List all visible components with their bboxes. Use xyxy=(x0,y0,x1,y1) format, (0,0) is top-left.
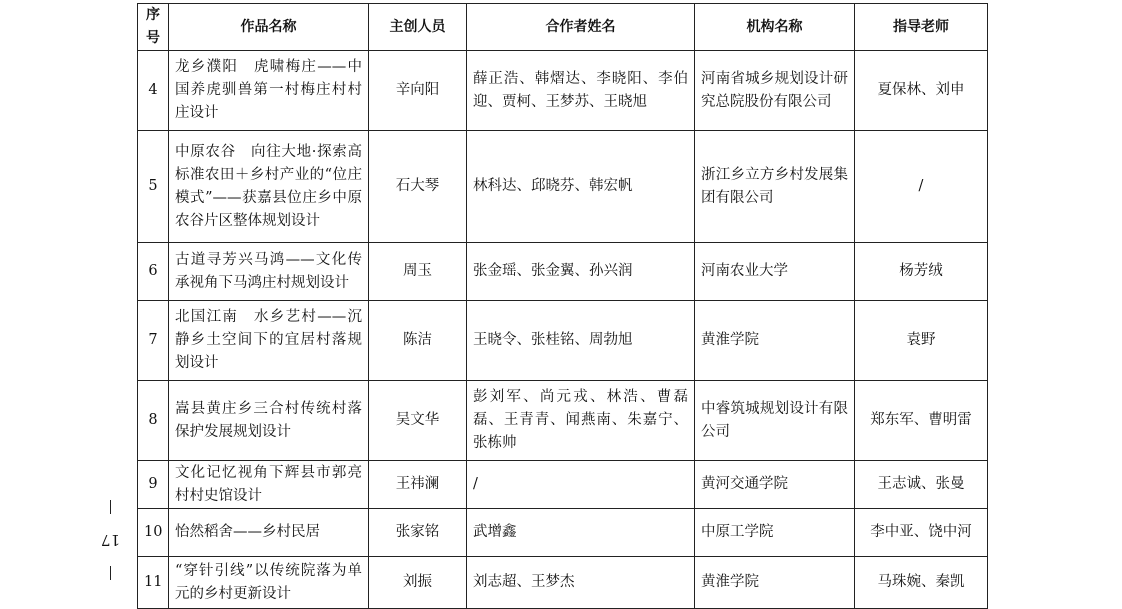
cell-mentor: 王志诚、张曼 xyxy=(855,461,988,509)
cell-organization: 黄河交通学院 xyxy=(695,461,855,509)
table-row xyxy=(138,51,988,131)
cell-title: 北国江南 水乡艺村——沉静乡土空间下的宜居村落规划设计 xyxy=(169,301,369,381)
header-index: 序号 xyxy=(138,4,169,51)
table-row xyxy=(138,131,988,243)
cell-index: 9 xyxy=(138,461,169,509)
cell-collaborators: 彭刘军、尚元戎、林浩、曹磊磊、王青青、闻燕南、朱嘉宁、张栋帅 xyxy=(467,381,695,461)
cell-organization: 黄淮学院 xyxy=(695,301,855,381)
cell-lead: 辛向阳 xyxy=(369,51,467,131)
cell-organization: 黄淮学院 xyxy=(695,557,855,609)
table-row xyxy=(138,509,988,557)
table-header-row xyxy=(138,4,988,51)
cell-organization: 河南农业大学 xyxy=(695,243,855,301)
header-organization: 机构名称 xyxy=(695,4,855,51)
header-title: 作品名称 xyxy=(169,4,369,51)
table-row xyxy=(138,557,988,609)
cell-title: 怡然稻舍——乡村民居 xyxy=(169,509,369,557)
cell-index: 5 xyxy=(138,131,169,243)
cell-index: 6 xyxy=(138,243,169,301)
cell-index: 4 xyxy=(138,51,169,131)
cell-index: 7 xyxy=(138,301,169,381)
page-number-dash-top xyxy=(110,500,111,514)
table-row xyxy=(138,243,988,301)
cell-mentor: 杨芳绒 xyxy=(855,243,988,301)
page-number-text: 17 xyxy=(101,531,121,549)
cell-collaborators: / xyxy=(467,461,695,509)
cell-collaborators: 王晓令、张桂铭、周勃旭 xyxy=(467,301,695,381)
cell-lead: 陈洁 xyxy=(369,301,467,381)
cell-title: 文化记忆视角下辉县市郭亮村村史馆设计 xyxy=(169,461,369,509)
cell-title: 龙乡濮阳 虎啸梅庄——中国养虎驯兽第一村梅庄村村庄设计 xyxy=(169,51,369,131)
cell-index: 10 xyxy=(138,509,169,557)
cell-collaborators: 林科达、邱晓芬、韩宏帆 xyxy=(467,131,695,243)
cell-title: “穿针引线”以传统院落为单元的乡村更新设计 xyxy=(169,557,369,609)
cell-lead: 周玉 xyxy=(369,243,467,301)
page-number xyxy=(100,500,122,580)
page-number-dash-bottom xyxy=(110,566,111,580)
cell-organization: 河南省城乡规划设计研究总院股份有限公司 xyxy=(695,51,855,131)
cell-mentor: 李中亚、饶中河 xyxy=(855,509,988,557)
cell-collaborators: 薛正浩、韩熠达、李晓阳、李伯迎、贾柯、王梦苏、王晓旭 xyxy=(467,51,695,131)
cell-lead: 吴文华 xyxy=(369,381,467,461)
cell-lead: 王祎澜 xyxy=(369,461,467,509)
cell-collaborators: 刘志超、王梦杰 xyxy=(467,557,695,609)
header-lead: 主创人员 xyxy=(369,4,467,51)
cell-organization: 浙江乡立方乡村发展集团有限公司 xyxy=(695,131,855,243)
cell-index: 8 xyxy=(138,381,169,461)
header-collaborators: 合作者姓名 xyxy=(467,4,695,51)
cell-lead: 张家铭 xyxy=(369,509,467,557)
cell-collaborators: 武增鑫 xyxy=(467,509,695,557)
cell-index: 11 xyxy=(138,557,169,609)
table-row xyxy=(138,301,988,381)
table-row xyxy=(138,381,988,461)
cell-organization: 中原工学院 xyxy=(695,509,855,557)
cell-mentor: 郑东军、曹明雷 xyxy=(855,381,988,461)
table-row xyxy=(138,461,988,509)
award-table xyxy=(137,3,988,609)
cell-mentor: 夏保林、刘申 xyxy=(855,51,988,131)
cell-lead: 刘振 xyxy=(369,557,467,609)
cell-title: 嵩县黄庄乡三合村传统村落保护发展规划设计 xyxy=(169,381,369,461)
cell-mentor: 马珠婉、秦凯 xyxy=(855,557,988,609)
cell-lead: 石大琴 xyxy=(369,131,467,243)
cell-mentor: / xyxy=(855,131,988,243)
cell-mentor: 袁野 xyxy=(855,301,988,381)
cell-organization: 中睿筑城规划设计有限公司 xyxy=(695,381,855,461)
cell-title: 中原农谷 向往大地·探索高标准农田＋乡村产业的“位庄模式”——获嘉县位庄乡中原农谷片区整体规划设计 xyxy=(169,131,369,243)
cell-collaborators: 张金瑶、张金翼、孙兴润 xyxy=(467,243,695,301)
header-mentor: 指导老师 xyxy=(855,4,988,51)
cell-title: 古道寻芳兴马鸿——文化传承视角下马鸿庄村规划设计 xyxy=(169,243,369,301)
